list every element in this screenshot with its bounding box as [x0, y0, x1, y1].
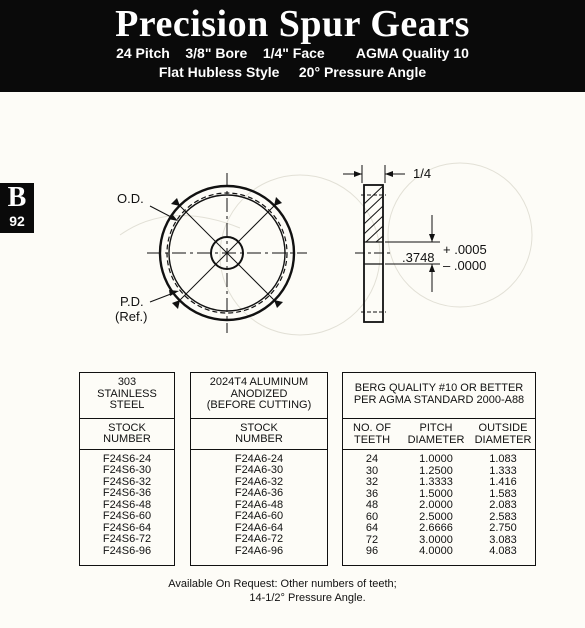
stock-number: F24S6-36	[102, 487, 152, 499]
outside-diameter-value: 2.583	[489, 510, 517, 523]
pitch-diameter-column	[401, 454, 471, 558]
spec-column-headers	[343, 419, 535, 450]
col-pitch-header	[401, 423, 471, 446]
stock-number: F24S6-24	[102, 452, 152, 465]
spec-bore: 3/8" Bore	[185, 45, 248, 61]
outside-diameter-value: 3.083	[489, 533, 517, 546]
pitch-diameter-value: 4.0000	[419, 545, 453, 557]
column-header-line: PITCH	[419, 422, 453, 434]
column-header-line: NO. OF	[353, 422, 391, 434]
teeth-value: 24	[365, 453, 379, 465]
column-header-line: NUMBER	[103, 433, 151, 445]
teeth-value: 30	[365, 464, 379, 477]
pd-ref-label: (Ref.)	[115, 309, 148, 324]
col-teeth-header	[343, 423, 401, 446]
stock-number: F24S6-48	[102, 498, 152, 511]
teeth-column	[343, 454, 401, 558]
column-header-line: NUMBER	[235, 433, 283, 445]
stock-number: F24A6-48	[234, 498, 284, 511]
pitch-diameter-value: 2.5000	[419, 510, 453, 523]
aluminum-stock-list	[191, 450, 327, 558]
tolerance-minus: – .0000	[443, 258, 487, 273]
stock-number: F24A6-60	[234, 510, 284, 522]
teeth-value: 60	[365, 510, 379, 523]
spec-agma: AGMA Quality 10	[355, 45, 469, 61]
teeth-value: 72	[365, 533, 379, 546]
spec-pressure-angle: 20° Pressure Angle	[298, 64, 427, 80]
stainless-material-header	[80, 373, 174, 419]
teeth-value: 36	[365, 487, 379, 500]
face-width-label: 1/4	[413, 166, 432, 181]
outside-diameter-value: 4.083	[489, 545, 517, 557]
column-header-line: DIAMETER	[407, 433, 465, 446]
pitch-diameter-value: 1.2500	[419, 464, 453, 477]
page-number: 92	[9, 213, 25, 229]
tolerance-plus: + .0005	[443, 242, 487, 257]
spec-header-line: PER AGMA STANDARD 2000-A88	[353, 393, 525, 406]
pd-label: P.D.	[120, 294, 144, 309]
aluminum-column-header	[191, 419, 327, 450]
od-label: O.D.	[117, 191, 144, 206]
teeth-value: 48	[365, 499, 379, 511]
stock-number: F24S6-64	[102, 521, 152, 534]
stock-number: F24A6-32	[234, 475, 284, 488]
page-title: Precision Spur Gears	[115, 3, 470, 45]
bore-diameter-label: .3748	[402, 250, 435, 265]
outside-diameter-value: 1.083	[489, 453, 517, 465]
col-outside-header	[471, 423, 535, 446]
pitch-diameter-value: 2.0000	[419, 499, 453, 511]
stock-number: F24A6-72	[234, 533, 284, 545]
outside-diameter-column	[471, 454, 535, 558]
spec-table-header	[343, 373, 535, 419]
outside-diameter-value: 1.333	[489, 464, 517, 477]
spec-header-line: BERG QUALITY #10 OR BETTER	[354, 382, 524, 394]
column-header-line: OUTSIDE	[478, 422, 528, 434]
aluminum-table	[190, 372, 328, 566]
stock-number: F24S6-96	[102, 544, 152, 557]
stainless-stock-list	[80, 450, 174, 558]
material-line: STAINLESS	[97, 387, 157, 400]
availability-note-line-1: Available On Request: Other numbers of teeth;	[168, 578, 397, 590]
pitch-diameter-value: 1.0000	[419, 453, 453, 465]
material-line: (BEFORE CUTTING)	[206, 399, 312, 411]
spec-face: 1/4" Face	[262, 45, 325, 61]
aluminum-material-header	[191, 373, 327, 419]
column-header-line: DIAMETER	[474, 433, 532, 446]
outside-diameter-value: 2.750	[489, 522, 517, 534]
outside-diameter-value: 1.416	[489, 476, 517, 488]
spec-table-body	[343, 450, 535, 558]
pitch-diameter-value: 3.0000	[419, 533, 453, 546]
stainless-table	[79, 372, 175, 566]
stock-number: F24A6-24	[234, 452, 284, 465]
column-header-line: STOCK	[240, 421, 278, 434]
material-line: 2024T4 ALUMINUM	[209, 376, 309, 388]
section-letter: B	[7, 182, 27, 213]
stainless-column-header	[80, 419, 174, 450]
material-line: STEEL	[109, 399, 145, 411]
teeth-value: 96	[365, 545, 379, 557]
stock-number: F24S6-32	[102, 475, 152, 488]
stock-number: F24S6-60	[102, 510, 152, 522]
material-line: 303	[117, 376, 137, 388]
column-header-line: TEETH	[353, 433, 391, 446]
teeth-value: 64	[365, 522, 379, 534]
gear-front-view	[147, 173, 307, 333]
pitch-diameter-value: 1.5000	[419, 487, 453, 500]
outside-diameter-value: 1.583	[489, 487, 517, 500]
column-header-line: STOCK	[108, 421, 146, 434]
availability-note-line-2: 14-1/2° Pressure Angle.	[249, 592, 366, 604]
pitch-diameter-value: 2.6666	[419, 522, 453, 534]
stock-number: F24S6-72	[102, 533, 152, 545]
stock-number: F24A6-64	[234, 521, 284, 534]
stock-number: F24A6-36	[234, 487, 284, 499]
stock-number: F24A6-96	[234, 544, 284, 557]
spec-pitch: 24 Pitch	[116, 45, 170, 61]
outside-diameter-value: 2.083	[489, 499, 517, 511]
material-line: ANODIZED	[230, 387, 288, 400]
section-hatching	[364, 186, 383, 242]
pitch-diameter-value: 1.3333	[419, 476, 453, 488]
gear-spec-table	[342, 372, 536, 566]
stock-number: F24A6-30	[234, 464, 284, 476]
stock-number: F24S6-30	[102, 464, 152, 476]
teeth-value: 32	[365, 476, 379, 488]
spec-style: Flat Hubless Style	[158, 64, 280, 80]
